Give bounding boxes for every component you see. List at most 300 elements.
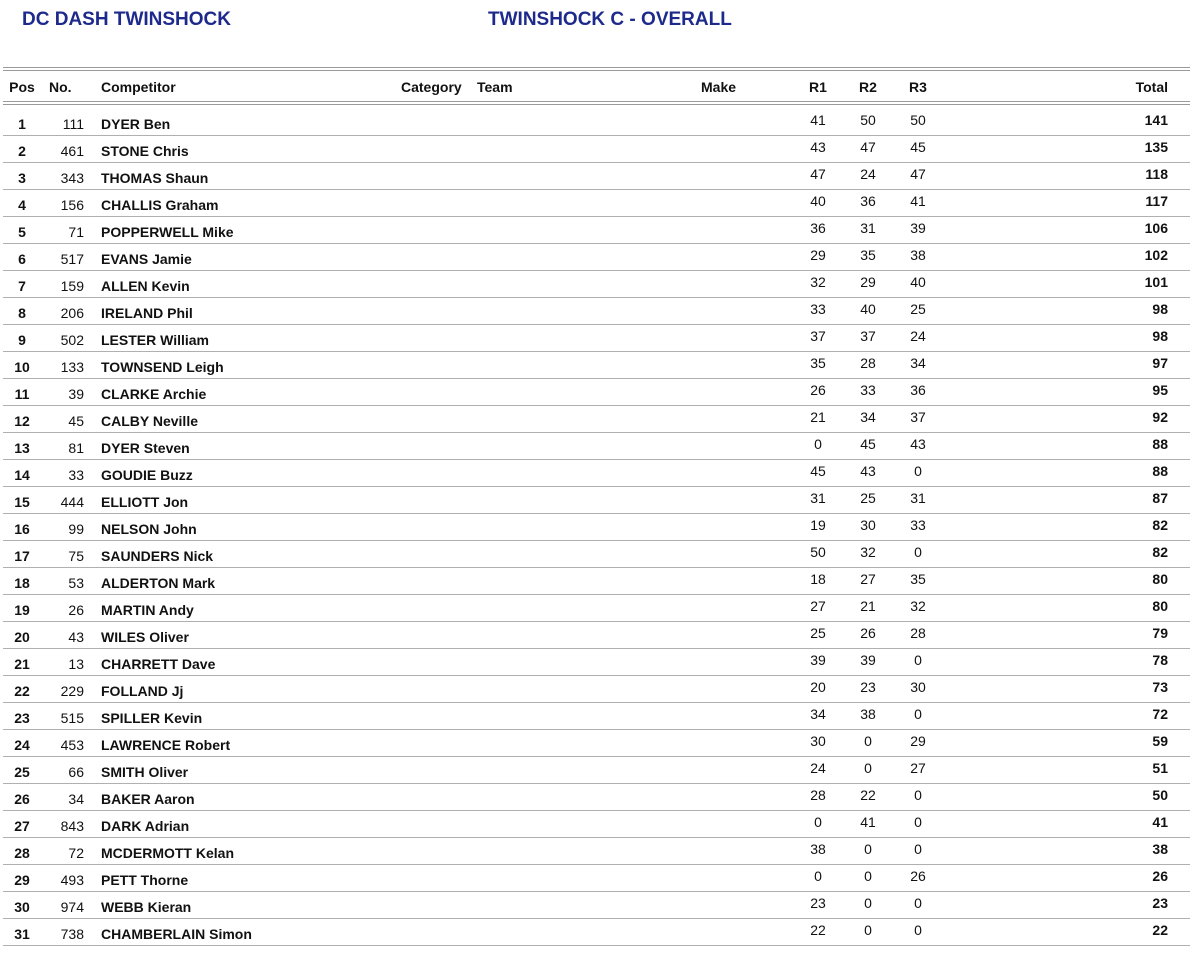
row-r3 [893, 406, 943, 433]
row-category [401, 460, 477, 487]
row-category [401, 298, 477, 325]
row-pos [3, 163, 41, 190]
row-r3-text: 50 [910, 112, 926, 128]
row-r1-text: 35 [810, 355, 826, 371]
row-competitor [101, 541, 401, 568]
row-pos [3, 325, 41, 352]
row-r3-text: 0 [914, 787, 922, 803]
table-row[interactable] [3, 568, 1190, 595]
row-team [477, 649, 701, 676]
row-number [41, 676, 84, 703]
row-team [477, 514, 701, 541]
table-row[interactable] [3, 433, 1190, 460]
row-competitor [101, 163, 401, 190]
row-competitor [101, 892, 401, 919]
row-r2-text: 38 [860, 706, 876, 722]
table-row[interactable] [3, 784, 1190, 811]
header-rule-top [3, 67, 1190, 68]
row-r2 [843, 865, 893, 892]
row-competitor-text: DYER Steven [101, 440, 190, 456]
row-number-text: 493 [60, 872, 84, 888]
row-total-text: 101 [1144, 274, 1168, 290]
column-header-r2[interactable]: R2 [859, 78, 877, 95]
row-pos [3, 379, 41, 406]
table-row[interactable] [3, 838, 1190, 865]
row-r2 [843, 136, 893, 163]
table-row[interactable] [3, 892, 1190, 919]
row-category [401, 352, 477, 379]
row-make [701, 136, 793, 163]
row-r1 [793, 217, 843, 244]
row-team [477, 919, 701, 946]
row-competitor-text: NELSON John [101, 521, 197, 537]
row-r2 [843, 487, 893, 514]
row-competitor [101, 757, 401, 784]
table-row[interactable] [3, 865, 1190, 892]
row-pos-text: 11 [14, 386, 30, 402]
row-pos [3, 865, 41, 892]
table-row[interactable] [3, 271, 1190, 298]
table-row[interactable] [3, 703, 1190, 730]
row-r2 [843, 163, 893, 190]
row-total-text: 97 [1152, 355, 1168, 371]
row-number [41, 244, 84, 271]
row-total-text: 80 [1152, 598, 1168, 614]
row-number [41, 109, 84, 136]
row-number [41, 703, 84, 730]
row-r3 [893, 109, 943, 136]
row-gap [84, 244, 101, 271]
row-total [943, 703, 1190, 730]
row-r2-text: 33 [860, 382, 876, 398]
row-r2 [843, 352, 893, 379]
row-team [477, 676, 701, 703]
row-number-text: 99 [68, 521, 84, 537]
row-r2-text: 0 [864, 760, 872, 776]
row-competitor [101, 487, 401, 514]
table-row[interactable] [3, 541, 1190, 568]
row-gap [84, 325, 101, 352]
row-number-text: 159 [60, 278, 84, 294]
row-total-text: 117 [1145, 193, 1168, 209]
row-r3-text: 33 [910, 517, 926, 533]
row-pos-text: 10 [14, 359, 30, 375]
row-pos [3, 406, 41, 433]
table-row[interactable] [3, 190, 1190, 217]
row-r1-text: 18 [810, 571, 826, 587]
row-pos [3, 298, 41, 325]
row-category [401, 757, 477, 784]
row-number [41, 379, 84, 406]
row-r2-text: 28 [860, 355, 876, 371]
header-spacer [3, 99, 1190, 109]
row-total [943, 406, 1190, 433]
row-r2-text: 30 [860, 517, 876, 533]
row-total-text: 82 [1152, 517, 1168, 533]
row-r2 [843, 541, 893, 568]
table-body [3, 109, 1190, 946]
row-pos-text: 23 [14, 710, 30, 726]
row-r3-text: 0 [914, 841, 922, 857]
row-r1-text: 40 [810, 193, 826, 209]
row-pos-text: 16 [14, 521, 30, 537]
row-category [401, 595, 477, 622]
row-number-text: 26 [68, 602, 84, 618]
row-total-text: 80 [1152, 571, 1168, 587]
row-r3 [893, 487, 943, 514]
column-header-total[interactable]: Total [1135, 78, 1168, 95]
row-pos [3, 109, 41, 136]
row-r1 [793, 379, 843, 406]
row-r2-text: 37 [860, 328, 876, 344]
column-header-r3[interactable]: R3 [909, 78, 927, 95]
row-r2-text: 43 [860, 463, 876, 479]
row-gap [84, 595, 101, 622]
row-team [477, 811, 701, 838]
row-total-text: 98 [1152, 328, 1168, 344]
row-r3-text: 35 [910, 571, 926, 587]
row-total-text: 106 [1144, 220, 1168, 236]
row-r2 [843, 325, 893, 352]
table-row[interactable] [3, 595, 1190, 622]
column-header-team[interactable]: Team [477, 78, 513, 95]
row-number-text: 33 [68, 467, 84, 483]
row-total [943, 865, 1190, 892]
row-r1 [793, 109, 843, 136]
row-competitor [101, 136, 401, 163]
row-r3 [893, 352, 943, 379]
row-number [41, 163, 84, 190]
row-pos-text: 25 [14, 764, 30, 780]
row-total [943, 325, 1190, 352]
row-competitor [101, 838, 401, 865]
row-team [477, 190, 701, 217]
row-total [943, 730, 1190, 757]
row-team [477, 703, 701, 730]
row-r1-text: 34 [810, 706, 826, 722]
table-row[interactable] [3, 757, 1190, 784]
table-row[interactable] [3, 811, 1190, 838]
row-pos-text: 6 [18, 251, 26, 267]
row-total-text: 82 [1152, 544, 1168, 560]
row-number [41, 406, 84, 433]
row-r1-text: 25 [810, 625, 826, 641]
row-number-text: 843 [60, 818, 84, 834]
row-number [41, 136, 84, 163]
row-pos-text: 27 [14, 818, 30, 834]
row-r3-text: 38 [910, 247, 926, 263]
row-total-text: 78 [1152, 652, 1168, 668]
row-r3 [893, 784, 943, 811]
row-pos [3, 730, 41, 757]
table-row[interactable] [3, 136, 1190, 163]
row-total-text: 95 [1152, 382, 1168, 398]
row-competitor [101, 595, 401, 622]
table-row[interactable] [3, 649, 1190, 676]
row-r3 [893, 190, 943, 217]
row-competitor-text: FOLLAND Jj [101, 683, 184, 699]
row-make [701, 838, 793, 865]
table-row[interactable] [3, 460, 1190, 487]
row-r1-text: 28 [810, 787, 826, 803]
table-row[interactable] [3, 244, 1190, 271]
row-r2 [843, 757, 893, 784]
row-total [943, 379, 1190, 406]
row-r2 [843, 271, 893, 298]
row-r1-text: 37 [810, 328, 826, 344]
row-r2 [843, 379, 893, 406]
row-competitor [101, 919, 401, 946]
row-make [701, 325, 793, 352]
row-category [401, 730, 477, 757]
row-number [41, 190, 84, 217]
row-r3 [893, 136, 943, 163]
row-pos [3, 217, 41, 244]
row-r3-text: 25 [910, 301, 926, 317]
column-header-category[interactable]: Category [401, 78, 462, 95]
row-r3 [893, 568, 943, 595]
row-competitor-text: DYER Ben [101, 116, 171, 132]
row-pos-text: 26 [14, 791, 30, 807]
row-r1 [793, 325, 843, 352]
row-r2 [843, 811, 893, 838]
row-pos-text: 17 [14, 548, 30, 564]
row-r1 [793, 568, 843, 595]
row-r2 [843, 730, 893, 757]
row-total-text: 87 [1152, 490, 1168, 506]
table-row[interactable] [3, 406, 1190, 433]
row-make [701, 595, 793, 622]
row-pos-text: 9 [18, 332, 26, 348]
row-competitor-text: MCDERMOTT Kelan [101, 845, 234, 861]
row-competitor [101, 784, 401, 811]
row-number-text: 206 [60, 305, 84, 321]
row-gap [84, 892, 101, 919]
row-r2-text: 26 [860, 625, 876, 641]
table-row[interactable] [3, 487, 1190, 514]
table-row[interactable] [3, 676, 1190, 703]
row-total-text: 135 [1144, 139, 1168, 155]
row-pos-text: 12 [14, 413, 30, 429]
row-make [701, 352, 793, 379]
table-row[interactable] [3, 217, 1190, 244]
row-number [41, 460, 84, 487]
row-r3 [893, 622, 943, 649]
row-competitor [101, 433, 401, 460]
header-rule-top-inner [3, 70, 1190, 71]
row-total [943, 460, 1190, 487]
row-team [477, 892, 701, 919]
row-total [943, 676, 1190, 703]
row-r1-text: 24 [810, 760, 826, 776]
row-number-text: 45 [68, 413, 84, 429]
row-total-text: 38 [1152, 841, 1168, 857]
row-team [477, 541, 701, 568]
row-gap [84, 811, 101, 838]
table-row[interactable] [3, 622, 1190, 649]
row-team [477, 406, 701, 433]
row-number-text: 71 [68, 224, 84, 240]
row-competitor [101, 514, 401, 541]
row-competitor [101, 190, 401, 217]
table-row[interactable] [3, 325, 1190, 352]
row-competitor-text: WEBB Kieran [101, 899, 192, 915]
row-total [943, 811, 1190, 838]
row-total [943, 541, 1190, 568]
row-total-text: 51 [1152, 760, 1168, 776]
row-r2-text: 0 [864, 868, 872, 884]
row-r3 [893, 433, 943, 460]
row-competitor [101, 379, 401, 406]
row-team [477, 838, 701, 865]
row-gap [84, 433, 101, 460]
row-total-text: 118 [1145, 166, 1168, 182]
row-r1-text: 19 [810, 517, 826, 533]
row-r1-text: 0 [814, 814, 822, 830]
row-gap [84, 379, 101, 406]
row-make [701, 379, 793, 406]
row-r2 [843, 190, 893, 217]
row-number-text: 974 [60, 899, 84, 915]
table-row[interactable] [3, 730, 1190, 757]
row-r2-text: 0 [864, 841, 872, 857]
row-number-text: 461 [60, 143, 84, 159]
row-make [701, 892, 793, 919]
row-r1-text: 0 [814, 868, 822, 884]
row-category [401, 244, 477, 271]
row-pos-text: 24 [14, 737, 30, 753]
row-total [943, 595, 1190, 622]
row-gap [84, 487, 101, 514]
row-number-text: 39 [68, 386, 84, 402]
row-pos-text: 8 [18, 305, 26, 321]
row-r3 [893, 298, 943, 325]
column-header-no[interactable]: No. [49, 78, 72, 95]
row-r1 [793, 622, 843, 649]
row-make [701, 433, 793, 460]
row-number [41, 298, 84, 325]
row-gap [84, 460, 101, 487]
row-pos-text: 1 [18, 116, 26, 132]
row-competitor [101, 271, 401, 298]
row-category [401, 217, 477, 244]
row-r1 [793, 406, 843, 433]
row-make [701, 811, 793, 838]
column-header-make[interactable]: Make [701, 78, 737, 95]
row-competitor-text: DARK Adrian [101, 818, 190, 834]
table-row[interactable] [3, 163, 1190, 190]
row-r2 [843, 217, 893, 244]
row-make [701, 514, 793, 541]
row-pos-text: 31 [14, 926, 30, 942]
table-row[interactable] [3, 379, 1190, 406]
row-r2 [843, 460, 893, 487]
row-total [943, 109, 1190, 136]
row-r1-text: 30 [810, 733, 826, 749]
row-make [701, 217, 793, 244]
row-total-text: 79 [1152, 625, 1168, 641]
row-competitor [101, 865, 401, 892]
row-pos [3, 271, 41, 298]
row-pos [3, 757, 41, 784]
row-pos [3, 784, 41, 811]
row-number-text: 343 [60, 170, 84, 186]
row-team [477, 460, 701, 487]
row-category [401, 838, 477, 865]
row-r3-text: 28 [910, 625, 926, 641]
row-category [401, 784, 477, 811]
row-r1-text: 41 [810, 112, 826, 128]
row-r1-text: 26 [810, 382, 826, 398]
row-make [701, 298, 793, 325]
row-r1-text: 22 [810, 922, 826, 938]
row-total [943, 514, 1190, 541]
row-team [477, 109, 701, 136]
row-make [701, 757, 793, 784]
row-pos [3, 595, 41, 622]
row-r2 [843, 919, 893, 946]
row-r1 [793, 460, 843, 487]
table-row[interactable] [3, 298, 1190, 325]
row-competitor [101, 460, 401, 487]
row-r2-text: 0 [864, 733, 872, 749]
row-r3-text: 45 [910, 139, 926, 155]
row-number [41, 919, 84, 946]
row-r1 [793, 136, 843, 163]
row-r1-text: 38 [810, 841, 826, 857]
row-r2-text: 25 [860, 490, 876, 506]
row-total [943, 784, 1190, 811]
table-row[interactable] [3, 352, 1190, 379]
table-row[interactable] [3, 514, 1190, 541]
row-category [401, 568, 477, 595]
row-r3 [893, 730, 943, 757]
row-number [41, 622, 84, 649]
row-pos-text: 20 [14, 629, 30, 645]
row-total-text: 26 [1152, 868, 1168, 884]
row-number-text: 229 [60, 683, 84, 699]
row-r2 [843, 406, 893, 433]
row-competitor [101, 649, 401, 676]
row-category [401, 109, 477, 136]
row-r1-text: 43 [810, 139, 826, 155]
table-row[interactable] [3, 919, 1190, 946]
row-gap [84, 298, 101, 325]
row-total [943, 271, 1190, 298]
column-header-competitor[interactable]: Competitor [101, 78, 176, 95]
column-header-pos[interactable]: Pos [9, 78, 35, 95]
row-gap [84, 865, 101, 892]
row-team [477, 163, 701, 190]
row-r3-text: 0 [914, 463, 922, 479]
row-team [477, 379, 701, 406]
row-competitor-text: MARTIN Andy [101, 602, 194, 618]
row-r3-text: 29 [910, 733, 926, 749]
row-gap [84, 541, 101, 568]
column-header-r1[interactable]: R1 [809, 78, 827, 95]
row-competitor-text: IRELAND Phil [101, 305, 193, 321]
row-pos-text: 30 [14, 899, 30, 915]
row-number [41, 730, 84, 757]
table-row[interactable] [3, 109, 1190, 136]
row-number [41, 757, 84, 784]
row-r1-text: 23 [810, 895, 826, 911]
row-team [477, 136, 701, 163]
row-r3-text: 39 [910, 220, 926, 236]
row-total-text: 23 [1152, 895, 1168, 911]
row-total [943, 838, 1190, 865]
row-number-text: 34 [68, 791, 84, 807]
